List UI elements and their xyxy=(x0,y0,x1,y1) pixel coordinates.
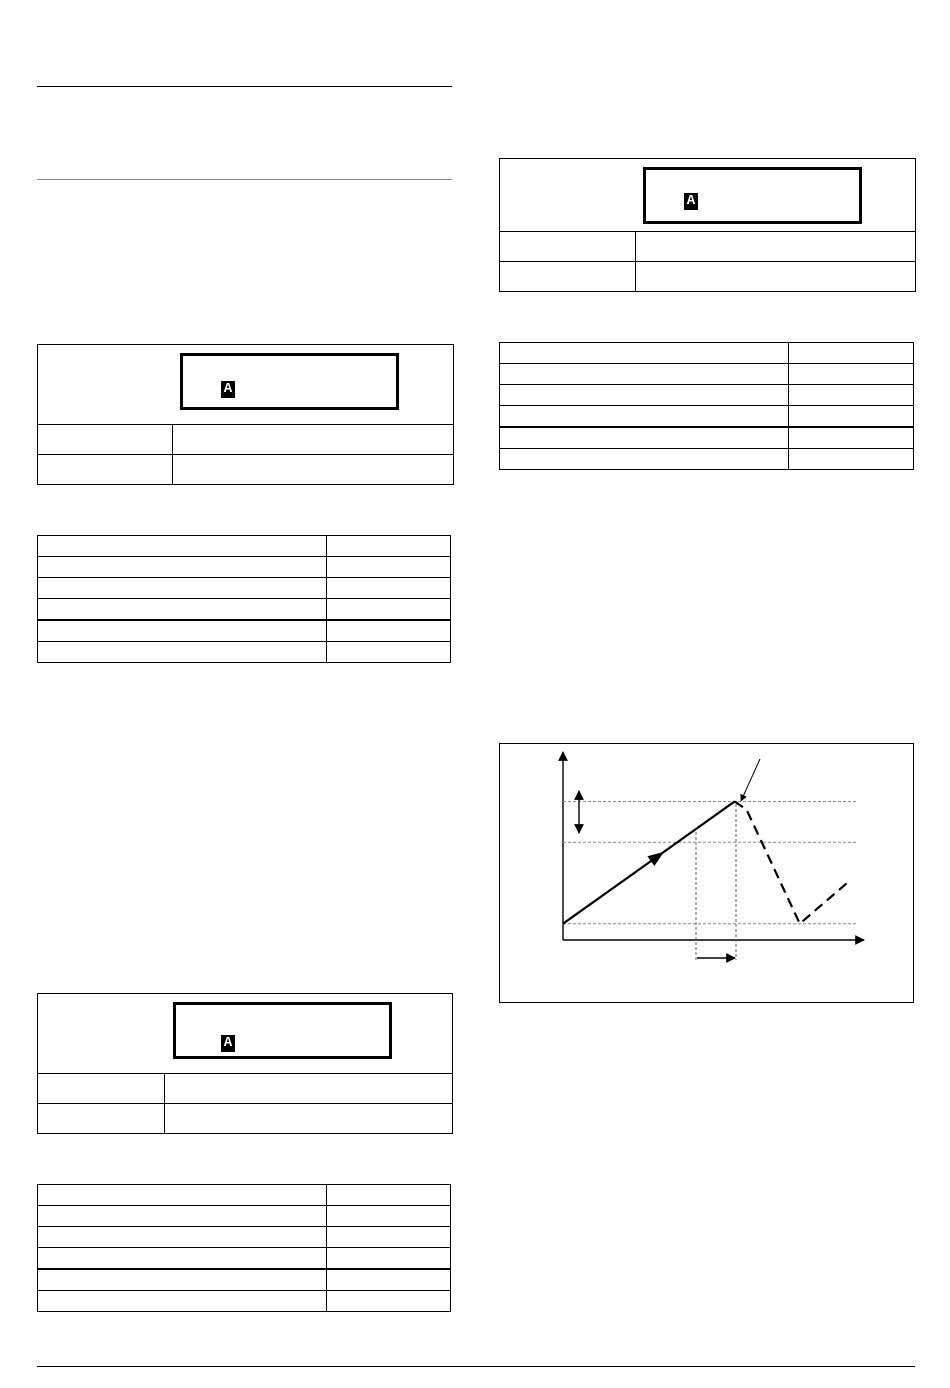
parameter-block-2 xyxy=(37,993,453,1134)
parameter-value-cell xyxy=(173,455,453,484)
parameter-row xyxy=(38,425,453,454)
table-row xyxy=(38,1269,451,1291)
header-rule xyxy=(37,86,452,87)
table-row xyxy=(38,557,451,578)
table-row xyxy=(500,449,914,470)
parameter-row xyxy=(38,1103,452,1133)
table-row xyxy=(38,642,451,663)
table-row xyxy=(38,1248,451,1270)
parameter-value-cell xyxy=(173,425,453,454)
parameter-row xyxy=(500,232,915,261)
lcd-display xyxy=(643,167,862,224)
ramp-chart xyxy=(500,744,913,1002)
table-row xyxy=(38,536,451,557)
settings-table-1 xyxy=(37,535,451,663)
display-glyph: A xyxy=(684,193,698,210)
parameter-value-cell xyxy=(636,262,915,291)
footer-rule xyxy=(37,1366,915,1367)
table-row xyxy=(500,364,914,385)
section-rule xyxy=(37,179,452,180)
settings-table-3 xyxy=(499,342,914,470)
decay-series-line xyxy=(735,801,847,923)
table-row xyxy=(38,1227,451,1248)
parameter-row xyxy=(500,261,915,291)
parameter-label-cell xyxy=(38,455,173,484)
parameter-row xyxy=(38,454,453,484)
parameter-label-cell xyxy=(500,232,636,261)
settings-table-2 xyxy=(37,1184,451,1312)
parameter-row xyxy=(38,1074,452,1103)
lcd-display xyxy=(180,353,399,410)
lcd-display xyxy=(173,1002,392,1059)
parameter-block-1 xyxy=(37,344,454,485)
table-row xyxy=(38,599,451,621)
display-glyph: A xyxy=(221,381,235,398)
ramp-direction-arrowhead xyxy=(647,847,667,866)
table-row xyxy=(38,1291,451,1312)
ramp-series-line xyxy=(563,801,735,923)
table-row xyxy=(38,578,451,599)
table-row xyxy=(38,1185,451,1206)
parameter-label-cell xyxy=(500,262,636,291)
display-glyph: A xyxy=(221,1035,235,1052)
peak-pointer-arrow xyxy=(741,759,760,801)
table-row xyxy=(38,1206,451,1227)
table-row xyxy=(500,427,914,449)
parameter-value-cell xyxy=(636,232,915,261)
parameter-block-3 xyxy=(499,158,916,292)
ramp-chart-frame xyxy=(499,743,914,1003)
table-row xyxy=(500,385,914,406)
parameter-value-cell xyxy=(165,1074,452,1103)
parameter-label-cell xyxy=(38,425,173,454)
table-row xyxy=(500,406,914,428)
table-row xyxy=(500,343,914,364)
parameter-value-cell xyxy=(165,1104,452,1133)
parameter-label-cell xyxy=(38,1074,165,1103)
table-row xyxy=(38,620,451,642)
parameter-label-cell xyxy=(38,1104,165,1133)
